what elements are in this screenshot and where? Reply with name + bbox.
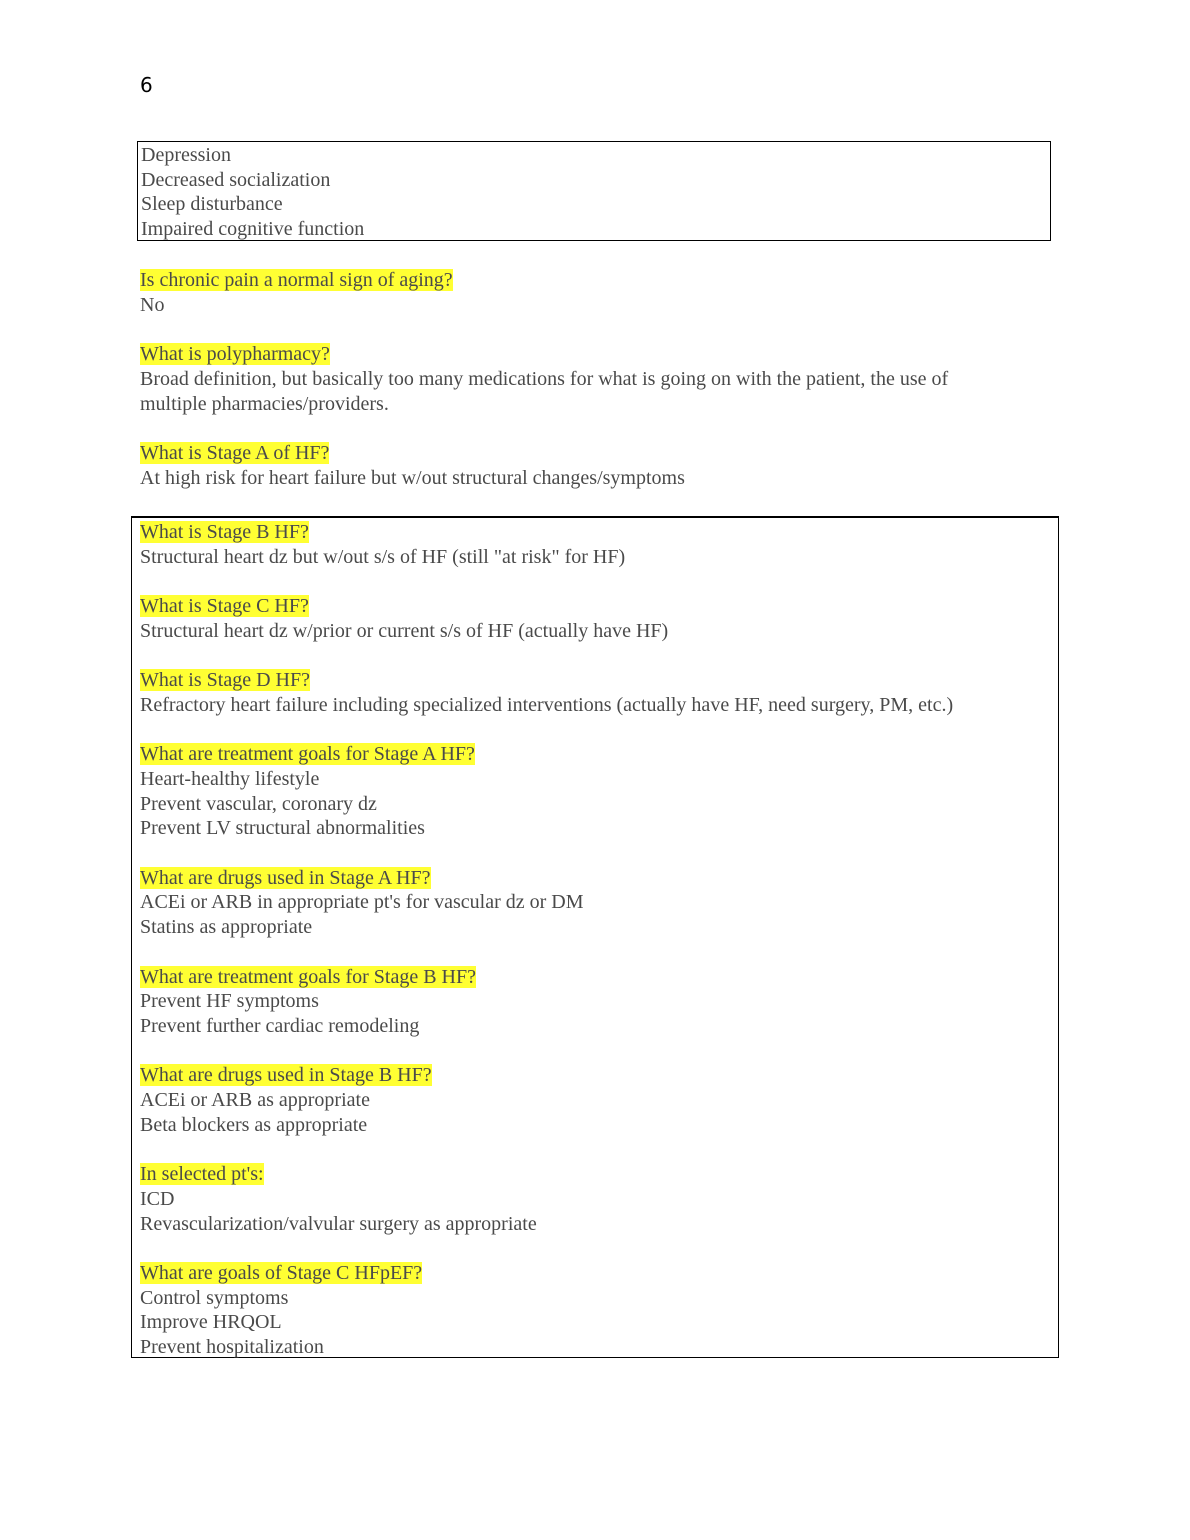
question-highlight: What are goals of Stage C HFpEF?	[140, 1261, 423, 1284]
answer-line: ACEi or ARB as appropriate	[140, 1089, 370, 1112]
question-highlight: Is chronic pain a normal sign of aging?	[140, 269, 453, 291]
hf-stages-box	[131, 516, 1059, 1358]
answer-line: Structural heart dz but w/out s/s of HF (still "at risk" for HF)	[140, 545, 626, 568]
answer-line: Prevent vascular, coronary dz	[140, 792, 377, 815]
symptom-list-box	[137, 141, 1051, 241]
answer-line: Control symptoms	[140, 1286, 289, 1309]
list-item: Depression	[141, 144, 231, 166]
answer-line: Prevent hospitalization	[140, 1336, 324, 1359]
question-highlight: In selected pt's:	[140, 1163, 264, 1186]
question-highlight: What are drugs used in Stage B HF?	[140, 1064, 432, 1087]
list-item: Impaired cognitive function	[141, 218, 365, 241]
page-number: 6	[140, 73, 153, 97]
list-item: Decreased socialization	[141, 168, 331, 191]
qa-section-unboxed	[140, 268, 1040, 490]
list-item: Sleep disturbance	[141, 193, 283, 216]
answer-line: Refractory heart failure including specialized interventions (actually have HF, need surgery, PM, etc.)	[140, 693, 954, 716]
question-highlight: What is Stage A of HF?	[140, 441, 330, 464]
question-highlight: What is Stage D HF?	[140, 669, 310, 692]
answer-line: multiple pharmacies/providers.	[140, 392, 389, 415]
question-highlight: What is polypharmacy?	[140, 343, 330, 366]
answer-line: ACEi or ARB in appropriate pt's for vascular dz or DM	[140, 891, 584, 914]
answer-line: Statins as appropriate	[140, 916, 313, 939]
answer-line: ICD	[140, 1187, 175, 1210]
question-highlight: What is Stage C HF?	[140, 595, 309, 618]
answer-line: Prevent further cardiac remodeling	[140, 1014, 420, 1037]
answer-line: Improve HRQOL	[140, 1311, 282, 1334]
question-highlight: What are drugs used in Stage A HF?	[140, 866, 431, 889]
answer-line: Structural heart dz w/prior or current s/s of HF (actually have HF)	[140, 619, 669, 642]
answer-line: Prevent LV structural abnormalities	[140, 817, 425, 840]
answer-line: No	[140, 293, 165, 316]
question-highlight: What are treatment goals for Stage A HF?	[140, 743, 475, 766]
answer-line: Broad definition, but basically too many medications for what is going on with the patient, the use of	[140, 367, 949, 390]
answer-line: At high risk for heart failure but w/out structural changes/symptoms	[140, 466, 685, 489]
answer-line: Prevent HF symptoms	[140, 990, 319, 1013]
answer-line: Beta blockers as appropriate	[140, 1113, 368, 1136]
question-highlight: What is Stage B HF?	[140, 521, 309, 543]
answer-line: Revascularization/valvular surgery as appropriate	[140, 1212, 537, 1235]
answer-line: Heart-healthy lifestyle	[140, 767, 320, 790]
question-highlight: What are treatment goals for Stage B HF?	[140, 965, 476, 988]
